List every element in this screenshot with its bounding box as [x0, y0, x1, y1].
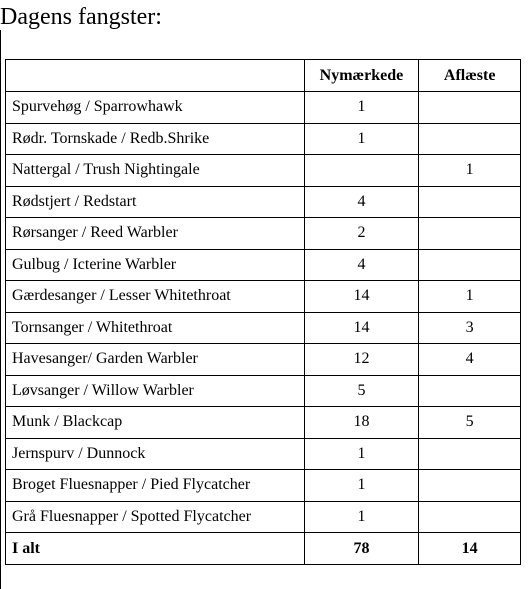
recaptured-cell: [419, 123, 521, 155]
recaptured-cell: 5: [419, 407, 521, 439]
recaptured-cell: [419, 438, 521, 470]
new-ringed-cell: 1: [304, 438, 419, 470]
table-row: [6, 155, 521, 187]
recaptured-cell: [419, 470, 521, 502]
table-row: [6, 344, 521, 376]
species-cell: Gærdesanger / Lesser Whitethroat: [6, 281, 305, 313]
new-ringed-cell: 1: [304, 501, 419, 533]
new-ringed-cell: 14: [304, 312, 419, 344]
species-cell: Løvsanger / Willow Warbler: [6, 375, 305, 407]
table-row: [6, 281, 521, 313]
recaptured-cell: [419, 501, 521, 533]
table-header-row: [6, 60, 521, 92]
recaptured-cell: [419, 249, 521, 281]
total-recaptured: 14: [419, 533, 521, 565]
table-row: [6, 407, 521, 439]
new-ringed-cell: 5: [304, 375, 419, 407]
species-cell: Broget Fluesnapper / Pied Flycatcher: [6, 470, 305, 502]
total-label: I alt: [6, 533, 305, 565]
recaptured-cell: 1: [419, 281, 521, 313]
recaptured-cell: 4: [419, 344, 521, 376]
new-ringed-cell: 1: [304, 470, 419, 502]
recaptured-cell: [419, 375, 521, 407]
species-cell: Tornsanger / Whitethroat: [6, 312, 305, 344]
new-ringed-cell: 1: [304, 92, 419, 124]
new-ringed-cell: 2: [304, 218, 419, 250]
table-row: [6, 218, 521, 250]
species-cell: Grå Fluesnapper / Spotted Flycatcher: [6, 501, 305, 533]
species-cell: Nattergal / Trush Nightingale: [6, 155, 305, 187]
table-row: [6, 249, 521, 281]
table-row: [6, 312, 521, 344]
table-row: [6, 123, 521, 155]
species-cell: Rørsanger / Reed Warbler: [6, 218, 305, 250]
header-recaptured: Aflæste: [419, 60, 521, 92]
recaptured-cell: [419, 218, 521, 250]
table-row: [6, 501, 521, 533]
total-row: [6, 533, 521, 565]
left-divider-line: [0, 30, 1, 589]
table-row: [6, 375, 521, 407]
new-ringed-cell: 18: [304, 407, 419, 439]
species-cell: Gulbug / Icterine Warbler: [6, 249, 305, 281]
total-new-ringed: 78: [304, 533, 419, 565]
new-ringed-cell: 4: [304, 186, 419, 218]
new-ringed-cell: 4: [304, 249, 419, 281]
table-row: [6, 92, 521, 124]
table-row: [6, 186, 521, 218]
page-title: Dagens fangster:: [0, 4, 162, 30]
species-cell: Munk / Blackcap: [6, 407, 305, 439]
species-cell: Rødstjert / Redstart: [6, 186, 305, 218]
new-ringed-cell: [304, 155, 419, 187]
catch-table: [5, 59, 521, 565]
species-cell: Spurvehøg / Sparrowhawk: [6, 92, 305, 124]
new-ringed-cell: 14: [304, 281, 419, 313]
recaptured-cell: [419, 92, 521, 124]
header-new-ringed: Nymærkede: [304, 60, 419, 92]
new-ringed-cell: 12: [304, 344, 419, 376]
species-cell: Rødr. Tornskade / Redb.Shrike: [6, 123, 305, 155]
recaptured-cell: [419, 186, 521, 218]
new-ringed-cell: 1: [304, 123, 419, 155]
table-row: [6, 438, 521, 470]
recaptured-cell: 3: [419, 312, 521, 344]
species-cell: Jernspurv / Dunnock: [6, 438, 305, 470]
header-species: [6, 60, 305, 92]
table-row: [6, 470, 521, 502]
recaptured-cell: 1: [419, 155, 521, 187]
species-cell: Havesanger/ Garden Warbler: [6, 344, 305, 376]
